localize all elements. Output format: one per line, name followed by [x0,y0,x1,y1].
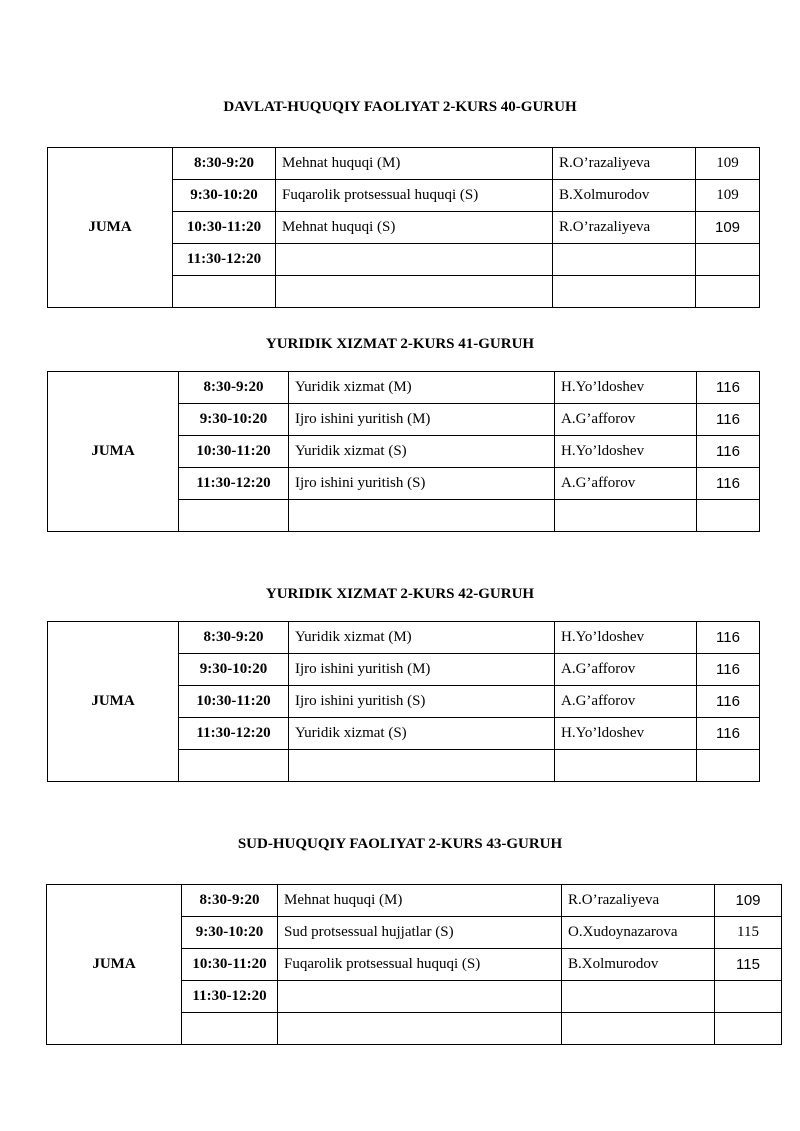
room-cell [697,750,760,782]
time-cell: 10:30-11:20 [182,949,278,981]
room-cell [696,244,760,276]
time-cell: 11:30-12:20 [179,468,289,500]
room-cell [697,500,760,532]
room-cell: 109 [696,180,760,212]
teacher-cell [562,1013,715,1045]
room-cell: 116 [697,404,760,436]
teacher-cell: H.Yo’ldoshev [555,622,697,654]
time-cell: 10:30-11:20 [173,212,276,244]
time-cell: 10:30-11:20 [179,436,289,468]
schedule-table [47,371,760,532]
teacher-cell: R.O’razaliyeva [553,212,696,244]
teacher-cell: R.O’razaliyeva [553,148,696,180]
room-cell [715,1013,782,1045]
teacher-cell: H.Yo’ldoshev [555,436,697,468]
schedule-table [47,621,760,782]
subject-cell: Mehnat huquqi (S) [276,212,553,244]
teacher-cell [555,500,697,532]
room-cell: 116 [697,686,760,718]
day-cell: JUMA [48,148,173,308]
time-cell [179,750,289,782]
table-row [48,622,760,654]
time-cell: 9:30-10:20 [173,180,276,212]
table-row [48,372,760,404]
time-cell: 11:30-12:20 [182,981,278,1013]
time-cell [173,276,276,308]
subject-cell: Yuridik xizmat (S) [289,718,555,750]
teacher-cell: A.G’afforov [555,686,697,718]
room-cell: 116 [697,372,760,404]
subject-cell: Ijro ishini yuritish (S) [289,468,555,500]
subject-cell [276,244,553,276]
table-row [48,148,760,180]
section-title: DAVLAT-HUQUQIY FAOLIYAT 2-KURS 40-GURUH [223,99,577,115]
teacher-cell [553,276,696,308]
subject-cell [289,500,555,532]
time-cell: 11:30-12:20 [179,718,289,750]
day-cell: JUMA [48,372,179,532]
time-cell: 8:30-9:20 [173,148,276,180]
subject-cell: Yuridik xizmat (M) [289,622,555,654]
room-cell: 116 [697,468,760,500]
teacher-cell [553,244,696,276]
teacher-cell: B.Xolmurodov [562,949,715,981]
room-cell [696,276,760,308]
room-cell: 116 [697,436,760,468]
subject-cell: Sud protsessual hujjatlar (S) [278,917,562,949]
room-cell: 109 [715,885,782,917]
time-cell: 10:30-11:20 [179,686,289,718]
teacher-cell: A.G’afforov [555,654,697,686]
teacher-cell: A.G’afforov [555,468,697,500]
teacher-cell: H.Yo’ldoshev [555,718,697,750]
subject-cell [278,981,562,1013]
room-cell: 115 [715,917,782,949]
schedule-table [46,884,782,1045]
time-cell [179,500,289,532]
section-title: YURIDIK XIZMAT 2-KURS 41-GURUH [265,336,535,352]
room-cell: 115 [715,949,782,981]
room-cell [715,981,782,1013]
teacher-cell: R.O’razaliyeva [562,885,715,917]
day-cell: JUMA [48,622,179,782]
room-cell: 116 [697,622,760,654]
teacher-cell: B.Xolmurodov [553,180,696,212]
room-cell: 116 [697,718,760,750]
schedule-table [47,147,760,308]
section-title: SUD-HUQUQIY FAOLIYAT 2-KURS 43-GURUH [237,836,563,852]
time-cell: 8:30-9:20 [182,885,278,917]
subject-cell [289,750,555,782]
time-cell: 9:30-10:20 [182,917,278,949]
time-cell: 11:30-12:20 [173,244,276,276]
day-cell: JUMA [47,885,182,1045]
room-cell: 109 [696,212,760,244]
teacher-cell: H.Yo’ldoshev [555,372,697,404]
subject-cell: Yuridik xizmat (S) [289,436,555,468]
subject-cell: Fuqarolik protsessual huquqi (S) [278,949,562,981]
subject-cell: Yuridik xizmat (M) [289,372,555,404]
time-cell [182,1013,278,1045]
subject-cell [276,276,553,308]
time-cell: 9:30-10:20 [179,404,289,436]
teacher-cell: O.Xudoynazarova [562,917,715,949]
teacher-cell: A.G’afforov [555,404,697,436]
time-cell: 9:30-10:20 [179,654,289,686]
subject-cell: Mehnat huquqi (M) [278,885,562,917]
time-cell: 8:30-9:20 [179,622,289,654]
room-cell: 116 [697,654,760,686]
teacher-cell [555,750,697,782]
teacher-cell [562,981,715,1013]
section-title: YURIDIK XIZMAT 2-KURS 42-GURUH [265,586,535,602]
subject-cell [278,1013,562,1045]
room-cell: 109 [696,148,760,180]
table-row [47,885,782,917]
subject-cell: Ijro ishini yuritish (S) [289,686,555,718]
time-cell: 8:30-9:20 [179,372,289,404]
subject-cell: Ijro ishini yuritish (M) [289,654,555,686]
subject-cell: Mehnat huquqi (M) [276,148,553,180]
subject-cell: Fuqarolik protsessual huquqi (S) [276,180,553,212]
subject-cell: Ijro ishini yuritish (M) [289,404,555,436]
